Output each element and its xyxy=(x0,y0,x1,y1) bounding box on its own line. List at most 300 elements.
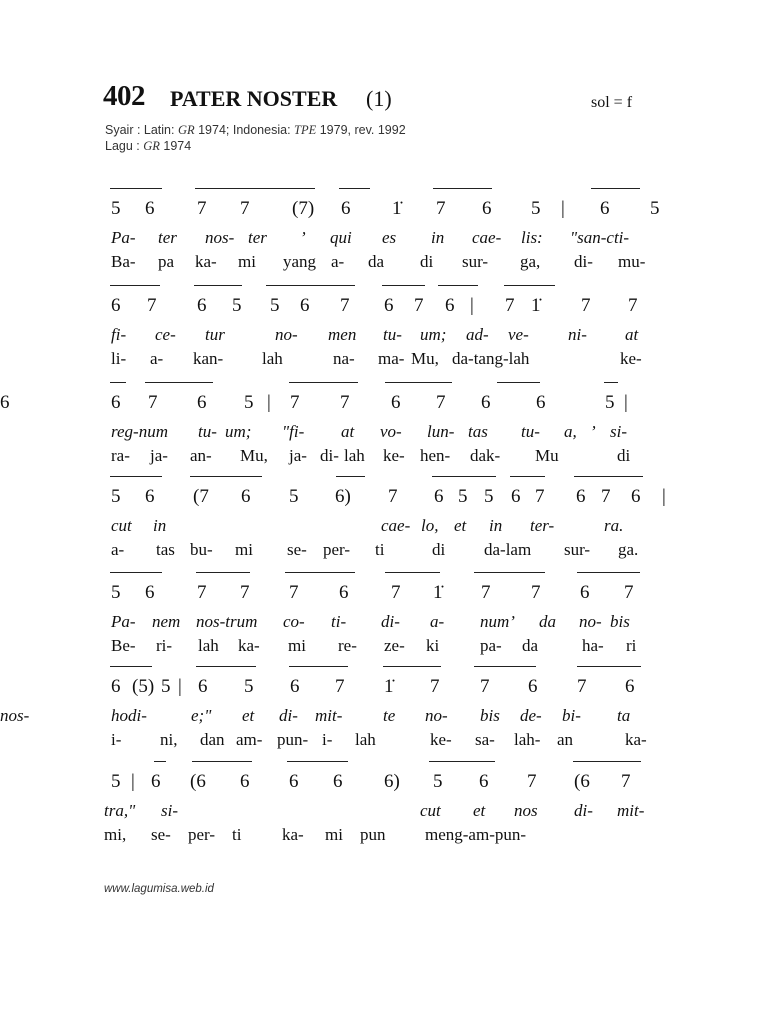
note: 6 xyxy=(625,676,635,697)
indonesian-syllable: ka- xyxy=(195,252,217,271)
beam-line xyxy=(110,188,162,189)
indonesian-syllable: an xyxy=(557,730,574,749)
note: 7 xyxy=(531,582,541,603)
beam-line xyxy=(289,666,348,667)
latin-syllable: si- xyxy=(610,422,627,441)
song-title-suffix: (1) xyxy=(366,86,392,111)
note: 6 xyxy=(241,486,251,507)
latin-syllable: a, xyxy=(564,422,577,441)
beam-line xyxy=(289,382,358,383)
note: 7 xyxy=(240,198,250,219)
beam-line xyxy=(194,285,242,286)
indonesian-syllable: re- xyxy=(338,636,357,655)
note: 6 xyxy=(391,392,401,413)
indonesian-syllable: per- xyxy=(188,825,216,844)
indonesian-syllable: a- xyxy=(150,349,164,368)
indonesian-syllable: ze- xyxy=(384,636,405,655)
indonesian-syllable: Mu, xyxy=(240,446,268,465)
note: 7 xyxy=(414,295,424,316)
note: 6 xyxy=(111,676,121,697)
beam-line xyxy=(497,382,540,383)
latin-syllable: ti- xyxy=(331,612,347,631)
note: 6 xyxy=(111,392,121,413)
indonesian-syllable: ke- xyxy=(430,730,452,749)
note: 6 xyxy=(511,486,521,507)
indonesian-syllable: pa xyxy=(158,252,175,271)
note: 5 xyxy=(289,486,299,507)
note: 7 xyxy=(601,486,611,507)
indonesian-syllable: da xyxy=(522,636,539,655)
indonesian-syllable: sur- xyxy=(564,540,591,559)
latin-syllable: da xyxy=(539,612,556,631)
barline: | xyxy=(267,392,271,413)
indonesian-syllable: lah xyxy=(344,446,365,465)
latin-syllable: de- xyxy=(520,706,542,725)
indonesian-syllable: ri xyxy=(626,636,637,655)
indonesian-syllable: mi xyxy=(288,636,306,655)
note: 7 xyxy=(581,295,591,316)
note: 5 xyxy=(605,392,615,413)
beam-line xyxy=(266,285,355,286)
indonesian-syllable: lah xyxy=(262,349,283,368)
beam-line xyxy=(504,285,555,286)
note: 6 xyxy=(341,198,351,219)
barline: | xyxy=(624,392,628,413)
indonesian-syllable: ga. xyxy=(618,540,639,559)
latin-syllable: cut xyxy=(420,801,441,820)
note: 7 xyxy=(480,676,490,697)
indonesian-syllable: Ba- xyxy=(111,252,136,271)
note: 5 xyxy=(244,392,254,413)
latin-syllable: et xyxy=(454,516,467,535)
indonesian-syllable: sa- xyxy=(475,730,495,749)
note: 5 xyxy=(244,676,254,697)
indonesian-syllable: ti xyxy=(232,825,242,844)
latin-syllable: tur xyxy=(205,325,225,344)
latin-syllable: reg-num xyxy=(111,422,168,441)
note: (7 xyxy=(193,486,209,507)
beam-line xyxy=(110,572,162,573)
note: 7 xyxy=(577,676,587,697)
latin-syllable: bi- xyxy=(562,706,581,725)
credit-abbr: GR xyxy=(143,139,160,153)
indonesian-syllable: ni, xyxy=(160,730,178,749)
indonesian-syllable: ri- xyxy=(156,636,173,655)
latin-syllable: lis: xyxy=(521,228,543,247)
indonesian-syllable: an- xyxy=(190,446,212,465)
note: 6 xyxy=(197,392,207,413)
beam-line xyxy=(110,382,126,383)
note: 6 xyxy=(481,392,491,413)
note: 6 xyxy=(600,198,610,219)
credit-text: Syair : Latin: xyxy=(105,123,178,137)
beam-line xyxy=(474,666,536,667)
barline: | xyxy=(178,676,182,697)
indonesian-syllable: ra- xyxy=(111,446,130,465)
indonesian-syllable: ke- xyxy=(383,446,405,465)
indonesian-syllable: yang xyxy=(283,252,317,271)
latin-syllable: Pa- xyxy=(111,612,136,631)
indonesian-syllable: lah- xyxy=(514,730,541,749)
note: 6 xyxy=(580,582,590,603)
latin-syllable: ce- xyxy=(155,325,176,344)
indonesian-syllable: ka- xyxy=(625,730,647,749)
latin-syllable: no- xyxy=(579,612,602,631)
latin-syllable: et xyxy=(242,706,255,725)
note: 1̇ xyxy=(531,295,541,316)
indonesian-syllable: dak- xyxy=(470,446,501,465)
indonesian-syllable: ki xyxy=(426,636,440,655)
note: 6 xyxy=(384,295,394,316)
note: (6 xyxy=(574,771,590,792)
latin-syllable: bis xyxy=(480,706,500,725)
note: 7 xyxy=(197,198,207,219)
indonesian-syllable: Mu xyxy=(535,446,559,465)
beam-line xyxy=(574,476,643,477)
indonesian-syllable: a- xyxy=(111,540,125,559)
indonesian-syllable: kan- xyxy=(193,349,224,368)
latin-syllable: e;" xyxy=(191,706,212,725)
indonesian-syllable: na- xyxy=(333,349,355,368)
note: 6 xyxy=(290,676,300,697)
latin-syllable: cut xyxy=(111,516,132,535)
note: 6 xyxy=(289,771,299,792)
beam-line xyxy=(577,572,640,573)
note: 7 xyxy=(335,676,345,697)
beam-line xyxy=(192,761,252,762)
note: 7 xyxy=(430,676,440,697)
barline: | xyxy=(561,198,565,219)
beam-line xyxy=(591,188,640,189)
indonesian-syllable: da-tang-lah xyxy=(452,349,530,368)
beam-line xyxy=(385,572,440,573)
latin-syllable: et xyxy=(473,801,486,820)
note: 6 xyxy=(445,295,455,316)
indonesian-syllable: di- xyxy=(574,252,593,271)
song-number: 402 xyxy=(103,80,145,112)
note: 7 xyxy=(621,771,631,792)
beam-line xyxy=(510,476,545,477)
indonesian-syllable: mi xyxy=(325,825,343,844)
note: 5 xyxy=(484,486,494,507)
latin-syllable: um; xyxy=(225,422,252,441)
latin-syllable: nos- xyxy=(205,228,235,247)
indonesian-syllable: mu- xyxy=(618,252,646,271)
note: 6 xyxy=(434,486,444,507)
indonesian-syllable: Mu, xyxy=(411,349,439,368)
note: 7 xyxy=(436,392,446,413)
indonesian-syllable: ga, xyxy=(520,252,541,271)
note: 6 xyxy=(333,771,343,792)
note: 7 xyxy=(240,582,250,603)
indonesian-syllable: pa- xyxy=(480,636,502,655)
note: 6 xyxy=(0,392,10,413)
note: 6) xyxy=(335,486,351,507)
latin-syllable: ’ xyxy=(300,228,306,247)
latin-syllable: di- xyxy=(381,612,400,631)
indonesian-syllable: ma- xyxy=(378,349,405,368)
note: 7 xyxy=(388,486,398,507)
latin-syllable: vo- xyxy=(380,422,402,441)
indonesian-syllable: di xyxy=(420,252,434,271)
note: (5) xyxy=(132,676,155,697)
note: 7 xyxy=(289,582,299,603)
indonesian-syllable: ke- xyxy=(620,349,642,368)
note: 7 xyxy=(535,486,545,507)
note: 6 xyxy=(145,486,155,507)
note: 7 xyxy=(197,582,207,603)
note: 7 xyxy=(481,582,491,603)
latin-syllable: ter- xyxy=(530,516,555,535)
latin-syllable: ta xyxy=(617,706,631,725)
website-footer: www.lagumisa.web.id xyxy=(104,883,214,895)
indonesian-syllable: ja- xyxy=(150,446,168,465)
indonesian-syllable: a- xyxy=(331,252,345,271)
latin-syllable: bis xyxy=(610,612,630,631)
indonesian-syllable: pun- xyxy=(277,730,309,749)
note: 5 xyxy=(433,771,443,792)
latin-syllable: di- xyxy=(574,801,593,820)
latin-syllable: cae- xyxy=(472,228,502,247)
latin-syllable: tas xyxy=(468,422,488,441)
latin-syllable: nos xyxy=(514,801,538,820)
indonesian-syllable: dan xyxy=(200,730,225,749)
indonesian-syllable: mi xyxy=(235,540,253,559)
latin-syllable: tu- xyxy=(521,422,540,441)
note: 1̇ xyxy=(384,676,394,697)
credit-text: 1979, rev. 1992 xyxy=(316,123,406,137)
indonesian-syllable: tas xyxy=(156,540,175,559)
latin-syllable: "san-cti- xyxy=(570,228,630,247)
beam-line xyxy=(287,761,348,762)
barline: | xyxy=(131,771,135,792)
latin-syllable: ra. xyxy=(604,516,624,535)
note: 6 xyxy=(151,771,161,792)
credit-text: 1974; Indonesia: xyxy=(194,123,295,137)
latin-syllable: ter xyxy=(248,228,267,247)
note: 7 xyxy=(436,198,446,219)
latin-syllable: nem xyxy=(152,612,181,631)
note: 1̇ xyxy=(433,582,443,603)
latin-syllable: nos- xyxy=(0,706,30,725)
note: 6 xyxy=(576,486,586,507)
beam-line xyxy=(336,476,365,477)
note: 6 xyxy=(339,582,349,603)
latin-syllable: ter xyxy=(158,228,177,247)
indonesian-syllable: i- xyxy=(322,730,333,749)
indonesian-syllable: di- xyxy=(320,446,339,465)
indonesian-syllable: mi, xyxy=(104,825,127,844)
latin-syllable: qui xyxy=(330,228,352,247)
indonesian-syllable: da xyxy=(368,252,385,271)
beam-line xyxy=(385,382,452,383)
indonesian-syllable: sur- xyxy=(462,252,489,271)
note: 5 xyxy=(111,771,121,792)
beam-line xyxy=(438,285,478,286)
note: 5 xyxy=(531,198,541,219)
latin-syllable: men xyxy=(328,325,357,344)
song-title: PATER NOSTER xyxy=(170,86,338,111)
latin-syllable: at xyxy=(341,422,355,441)
latin-syllable: ’ xyxy=(590,422,596,441)
indonesian-syllable: Be- xyxy=(111,636,136,655)
indonesian-syllable: di xyxy=(617,446,631,465)
latin-syllable: fi- xyxy=(111,325,127,344)
latin-syllable: a- xyxy=(430,612,445,631)
latin-syllable: di- xyxy=(279,706,298,725)
beam-line xyxy=(382,285,425,286)
note: 6 xyxy=(145,198,155,219)
note: 1̇ xyxy=(392,198,402,219)
beam-line xyxy=(383,666,441,667)
credit-abbr: GR xyxy=(177,123,195,137)
latin-syllable: mit- xyxy=(315,706,343,725)
latin-syllable: co- xyxy=(283,612,305,631)
indonesian-syllable: lah xyxy=(198,636,219,655)
indonesian-syllable: per- xyxy=(323,540,351,559)
beam-line xyxy=(110,476,162,477)
indonesian-syllable: li- xyxy=(111,349,127,368)
latin-syllable: lo, xyxy=(421,516,439,535)
latin-syllable: cae- xyxy=(381,516,411,535)
indonesian-syllable: ka- xyxy=(282,825,304,844)
beam-line xyxy=(577,666,641,667)
indonesian-syllable: ti xyxy=(375,540,385,559)
note: 5 xyxy=(111,198,121,219)
beam-line xyxy=(433,188,492,189)
note: 6 xyxy=(198,676,208,697)
latin-syllable: tra," xyxy=(104,801,136,820)
beam-line xyxy=(110,666,152,667)
note: 6 xyxy=(111,295,121,316)
beam-line xyxy=(432,476,496,477)
credit-text: Lagu : xyxy=(105,139,144,153)
indonesian-syllable: di xyxy=(432,540,446,559)
note: 6 xyxy=(145,582,155,603)
barline: | xyxy=(662,486,666,507)
indonesian-syllable: se- xyxy=(151,825,171,844)
latin-syllable: tu- xyxy=(198,422,217,441)
latin-syllable: te xyxy=(383,706,396,725)
beam-line xyxy=(573,761,641,762)
note: 6 xyxy=(631,486,641,507)
credit-text: 1974 xyxy=(159,139,192,153)
latin-syllable: num’ xyxy=(480,612,515,631)
indonesian-syllable: ha- xyxy=(582,636,604,655)
credit-melody xyxy=(105,139,191,154)
beam-line xyxy=(190,476,262,477)
beam-line xyxy=(196,666,256,667)
latin-syllable: ni- xyxy=(568,325,587,344)
latin-syllable: "fi- xyxy=(282,422,305,441)
latin-syllable: ve- xyxy=(508,325,529,344)
note: 7 xyxy=(148,392,158,413)
beam-line xyxy=(604,382,618,383)
note: 5 xyxy=(270,295,280,316)
beam-line xyxy=(429,761,495,762)
latin-syllable: in xyxy=(489,516,503,535)
latin-syllable: Pa- xyxy=(111,228,136,247)
note: 7 xyxy=(505,295,515,316)
beam-line xyxy=(195,188,315,189)
barline: | xyxy=(470,295,474,316)
indonesian-syllable: meng-am-pun- xyxy=(425,825,527,844)
beam-line xyxy=(196,572,250,573)
indonesian-syllable: am- xyxy=(236,730,263,749)
note: 5 xyxy=(232,295,242,316)
latin-syllable: no- xyxy=(425,706,448,725)
key-signature: sol = f xyxy=(591,94,633,111)
latin-syllable: si- xyxy=(161,801,178,820)
indonesian-syllable: lah xyxy=(355,730,376,749)
latin-syllable: hodi- xyxy=(111,706,147,725)
latin-syllable: in xyxy=(153,516,167,535)
note: 7 xyxy=(391,582,401,603)
note: 6 xyxy=(528,676,538,697)
note: 5 xyxy=(161,676,171,697)
latin-syllable: mit- xyxy=(617,801,645,820)
note: 7 xyxy=(290,392,300,413)
indonesian-syllable: ka- xyxy=(238,636,260,655)
indonesian-syllable: i- xyxy=(111,730,122,749)
note: 6 xyxy=(197,295,207,316)
indonesian-syllable: pun xyxy=(360,825,386,844)
beam-line xyxy=(110,285,160,286)
beam-line xyxy=(285,572,355,573)
indonesian-syllable: bu- xyxy=(190,540,213,559)
indonesian-syllable: hen- xyxy=(420,446,451,465)
note: 6 xyxy=(240,771,250,792)
latin-syllable: at xyxy=(625,325,639,344)
latin-syllable: um; xyxy=(420,325,447,344)
note: 5 xyxy=(650,198,660,219)
latin-syllable: es xyxy=(382,228,397,247)
beam-line xyxy=(154,761,166,762)
note: (7) xyxy=(292,198,315,219)
note: (6 xyxy=(190,771,206,792)
indonesian-syllable: mi xyxy=(238,252,256,271)
indonesian-syllable: se- xyxy=(287,540,307,559)
note: 6) xyxy=(384,771,400,792)
latin-syllable: ad- xyxy=(466,325,489,344)
beam-line xyxy=(145,382,213,383)
note: 6 xyxy=(482,198,492,219)
credit-lyrics xyxy=(105,123,406,138)
note: 7 xyxy=(147,295,157,316)
note: 7 xyxy=(628,295,638,316)
latin-syllable: nos-trum xyxy=(196,612,258,631)
beam-line xyxy=(339,188,370,189)
note: 7 xyxy=(340,392,350,413)
note: 5 xyxy=(458,486,468,507)
note: 6 xyxy=(536,392,546,413)
note: 6 xyxy=(479,771,489,792)
note: 5 xyxy=(111,486,121,507)
latin-syllable: in xyxy=(431,228,445,247)
note: 7 xyxy=(340,295,350,316)
note: 5 xyxy=(111,582,121,603)
latin-syllable: tu- xyxy=(383,325,402,344)
note: 7 xyxy=(624,582,634,603)
latin-syllable: no- xyxy=(275,325,298,344)
beam-line xyxy=(474,572,545,573)
latin-syllable: lun- xyxy=(427,422,455,441)
credit-abbr: TPE xyxy=(294,123,317,137)
indonesian-syllable: ja- xyxy=(289,446,307,465)
indonesian-syllable: da-lam xyxy=(484,540,532,559)
note: 6 xyxy=(300,295,310,316)
note: 7 xyxy=(527,771,537,792)
